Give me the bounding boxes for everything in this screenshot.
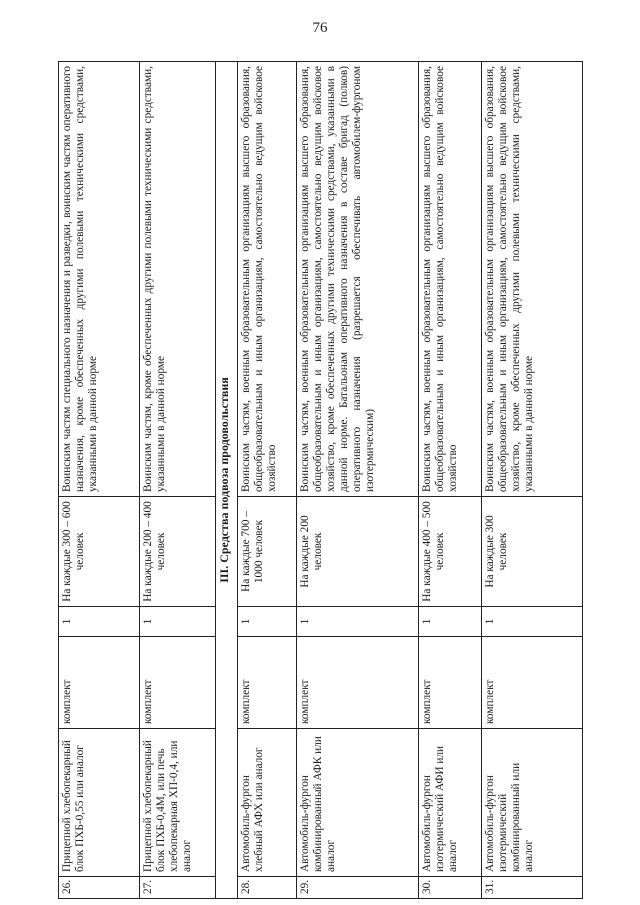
norm-per-people: На каждые 300 человек [481,497,582,607]
recipients-text: Воинским частям специального назначения и разведки, воинским частям оперативного назначения, кроме обеспеченных другими полевыми техническими средствами, указанными в данной норме [59,62,140,497]
table-row [481,62,582,899]
quantity: 1 [59,607,140,637]
rotated-table-wrapper [58,62,583,899]
unit-of-measure: комплект [418,637,481,729]
norm-per-people: На каждые 400 – 500 человек [418,497,481,607]
recipients-text: Воинским частям, кроме обеспеченных другими полевыми техническими средствами, указанными в данной норме [140,62,216,497]
section-title: III. Средства подвоза продовольствия [216,62,238,899]
equipment-name: Автомобиль-фургон хлебный АФХ или аналог [238,729,297,877]
equipment-name: Автомобиль-фургон изотермический АФИ или аналог [418,729,481,877]
row-number: 30. [418,877,481,899]
equipment-name: Прицепной хлебопекарный блок ПХБ-0,55 или аналог [59,729,140,877]
norm-per-people: На каждые 300 – 600 человек [59,497,140,607]
unit-of-measure: комплект [59,637,140,729]
row-number: 29. [297,877,419,899]
norm-per-people: На каждые 700 – 1000 человек [238,497,297,607]
table-row [140,62,216,899]
equipment-name: Автомобиль-фургон изотермический комбинированный или аналог [481,729,582,877]
row-number: 27. [140,877,216,899]
table-row [418,62,481,899]
quantity: 1 [238,607,297,637]
table-row [238,62,297,899]
equipment-name: Прицепной хлебопекарный блок ПХБ-0,4М, или печь хлебопекарная ХП-0,4, или аналог [140,729,216,877]
row-number: 31. [481,877,582,899]
norm-per-people: На каждые 200 – 400 человек [140,497,216,607]
table-row [59,62,140,899]
unit-of-measure: комплект [481,637,582,729]
recipients-text: Воинским частям, военным образовательным организациям высшего образования, общеобразовательным и иным организациям, самостоятельно ведущим войсковое хозяйство, кроме обеспеченных другими техническими средствами, указанными в данной норме. Батальонам оперативного назначения в составе бригад (полков) оперативного назначения (разрешается обеспечивать автомобилем-фургоном изотермическим) [297,62,419,497]
page-number: 76 [312,20,328,36]
equipment-norms-table [58,61,583,899]
quantity: 1 [140,607,216,637]
section-heading-row [216,62,238,899]
recipients-text: Воинским частям, военным образовательным организациям высшего образования, общеобразовательным и иным организациям, самостоятельно ведущим войсковое хозяйство [418,62,481,497]
unit-of-measure: комплект [140,637,216,729]
equipment-name: Автомобиль-фургон комбинированный АФК или аналог [297,729,419,877]
quantity: 1 [297,607,419,637]
norm-per-people: На каждые 200 человек [297,497,419,607]
table-row [297,62,419,899]
row-number: 28. [238,877,297,899]
quantity: 1 [418,607,481,637]
unit-of-measure: комплект [297,637,419,729]
recipients-text: Воинским частям, военным образовательным организациям высшего образования, общеобразовательным и иным организациям, самостоятельно ведущим войсковое хозяйство, кроме обеспеченных другими полевыми техническими средствами, указанными в данной норме [481,62,582,497]
quantity: 1 [481,607,582,637]
row-number: 26. [59,877,140,899]
unit-of-measure: комплект [238,637,297,729]
recipients-text: Воинским частям, военным образовательным организациям высшего образования, общеобразовательным и иным организациям, самостоятельно ведущим войсковое хозяйство [238,62,297,497]
